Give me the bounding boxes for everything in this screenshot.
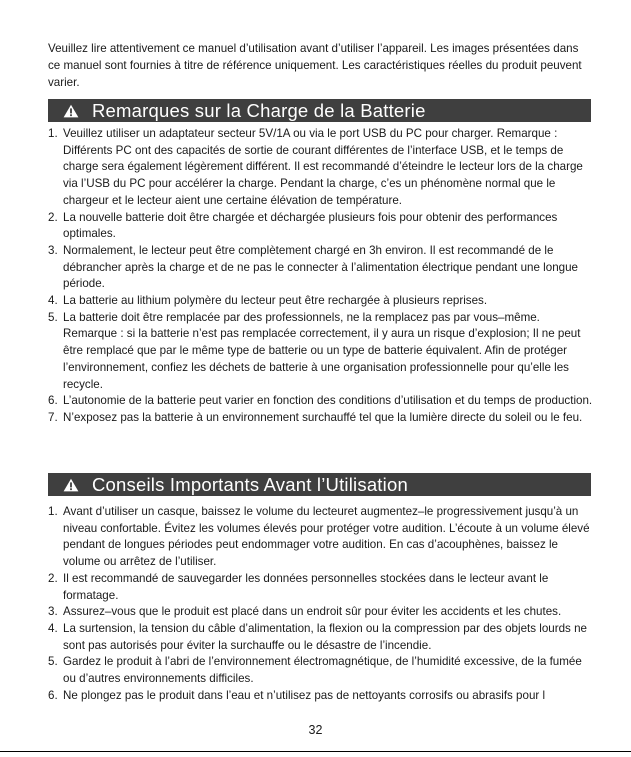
list-item (48, 688, 593, 705)
list-number: 5. (48, 655, 58, 669)
list-number: 7. (48, 410, 58, 424)
page-number: 32 (308, 723, 323, 737)
list-item (48, 393, 593, 410)
list-item (48, 243, 593, 293)
list-item (48, 210, 593, 243)
list-number: 4. (48, 621, 58, 635)
list-number: 6. (48, 688, 58, 702)
warning-triangle-icon (58, 99, 84, 122)
list-text: La batterie doit être remplacée par des professionnels, ne la remplacez pas par vous–même. Remarque : si la batterie n’est pas remplacée correctement, il y aura un risque d’explosion; Il ne peut être remplacé que par le même type de batterie ou un type de batterie équivalent. Afin de protéger l’environnement, confiez les déchets de batterie à une organisation professionnelle pour qu’elle les recycle. (63, 310, 581, 391)
list-item (48, 621, 593, 654)
list-number: 3. (48, 243, 58, 257)
list-item (48, 310, 593, 394)
list-text: N’exposez pas la batterie à un environnement surchauffé tel que la lumière directe du soleil ou le feu. (63, 410, 583, 424)
list-item (48, 654, 593, 687)
section-title-battery: Remarques sur la Charge de la Batterie (92, 99, 426, 121)
list-text: La nouvelle batterie doit être chargée et déchargée plusieurs fois pour obtenir des performances optimales. (63, 210, 558, 241)
intro-paragraph: Veuillez lire attentivement ce manuel d’utilisation avant d’utiliser l’appareil. Les images présentées dans ce manuel sont fournies à titre de référence uniquement. Les caractéristiques réelles du produit peuvent varier. (48, 42, 582, 89)
list-item (48, 504, 593, 571)
list-text: Normalement, le lecteur peut être complètement chargé en 3h environ. Il est recommandé de le débrancher après la charge et de ne pas le connecter à l’alimentation électrique pendant une longue période. (63, 243, 578, 291)
section-title-tips: Conseils Importants Avant l’Utilisation (92, 473, 408, 495)
list-text: Avant d’utiliser un casque, baissez le volume du lecteuret augmentez–le progressivement jusqu’à un niveau confortable. Évitez les volumes élevés pour protéger votre audition. L’écoute à un volume élevé pendant de longues périodes peut endommager votre audition. En cas d’acouphènes, baissez le volume ou arrêtez de l’utiliser. (63, 505, 590, 569)
list-number: 4. (48, 294, 58, 308)
page-bottom-rule (0, 751, 631, 752)
list-number: 1. (48, 127, 58, 140)
list-item (48, 126, 593, 210)
list-number: 6. (48, 394, 58, 408)
usage-tips-list (48, 504, 593, 704)
section-banner-tips (48, 473, 591, 496)
list-item (48, 604, 593, 621)
list-text: Veuillez utiliser un adaptateur secteur 5V/1A ou via le port USB du PC pour charger. Remarque : Différents PC ont des capacités de sortie de courant différentes de l’interface USB, et le temps de charge sera également légèrement différent. Il est recommandé d’éteindre le lecteur lors de la charge via l’USB du PC pour accélérer la charge. Pendant la charge, c’es un phénomène normal que le chargeur et le lecteur aient une certaine élévation de température. (63, 127, 583, 207)
list-number: 1. (48, 505, 58, 518)
battery-notes-list (48, 126, 593, 427)
list-text: La batterie au lithium polymère du lecteur peut être rechargée à plusieurs reprises. (63, 294, 488, 308)
list-text: Assurez–vous que le produit est placé dans un endroit sûr pour éviter les accidents et les chutes. (63, 605, 562, 619)
list-text: L’autonomie de la batterie peut varier en fonction des conditions d’utilisation et du temps de production. (63, 394, 593, 408)
list-number: 2. (48, 571, 58, 585)
warning-triangle-icon (58, 473, 84, 496)
list-item (48, 571, 593, 604)
list-number: 5. (48, 310, 58, 324)
list-item (48, 293, 593, 310)
list-text: Ne plongez pas le produit dans l’eau et n’utilisez pas de nettoyants corrosifs ou abrasifs pour l (63, 688, 546, 702)
list-text: Gardez le produit à l’abri de l’environnement électromagnétique, de l’humidité excessive, de la fumée ou d’autres environnements difficiles. (63, 655, 582, 686)
list-number: 2. (48, 210, 58, 224)
list-item (48, 410, 593, 427)
section-banner-battery (48, 99, 591, 122)
list-text: La surtension, la tension du câble d’alimentation, la flexion ou la compression par des objets lourds ne sont pas autorisés pour éviter la surchauffe ou le désastre de l’incendie. (63, 621, 587, 652)
list-number: 3. (48, 605, 58, 619)
list-text: Il est recommandé de sauvegarder les données personnelles stockées dans le lecteur avant le formatage. (63, 571, 549, 602)
